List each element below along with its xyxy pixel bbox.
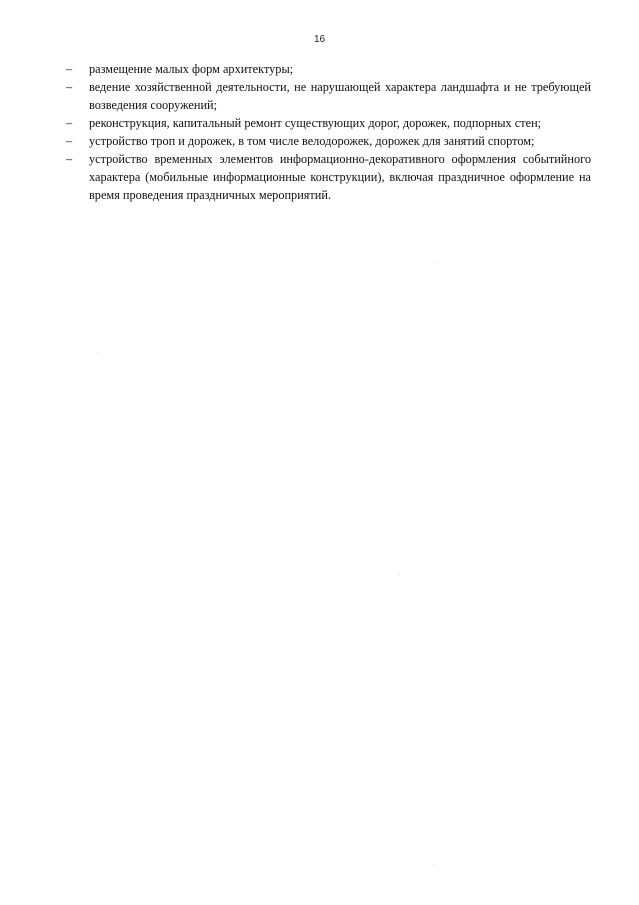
list-item-text: ведение хозяйственной деятельности, не нарушающей характера ландшафта и не требующей возведения сооружений; — [89, 80, 591, 112]
scan-speck — [433, 864, 434, 865]
list-item — [66, 78, 591, 114]
bullet-dash: – — [66, 116, 73, 130]
list-item — [66, 132, 591, 150]
bullet-dash: – — [66, 80, 73, 94]
bullet-dash: – — [66, 134, 73, 148]
list-item — [66, 150, 591, 204]
bullet-list — [66, 60, 591, 204]
list-item-text: размещение малых форм архитектуры; — [89, 62, 294, 76]
list-item-text: устройство временных элементов информационно-декоративного оформления событийного характера (мобильные информационные конструкции), включая праздничное оформление на время проведения праздничных мероприятий. — [89, 152, 591, 202]
scan-speck — [434, 262, 435, 263]
bullet-dash: – — [66, 62, 73, 76]
scan-speck — [97, 352, 98, 353]
bullet-dash: – — [66, 152, 73, 166]
list-item — [66, 114, 591, 132]
scan-speck — [399, 574, 400, 575]
list-item-text: реконструкция, капитальный ремонт существующих дорог, дорожек, подпорных стен; — [89, 116, 542, 130]
list-item — [66, 60, 591, 78]
page-number: 16 — [313, 34, 326, 45]
list-item-text: устройство троп и дорожек, в том числе велодорожек, дорожек для занятий спортом; — [89, 134, 535, 148]
